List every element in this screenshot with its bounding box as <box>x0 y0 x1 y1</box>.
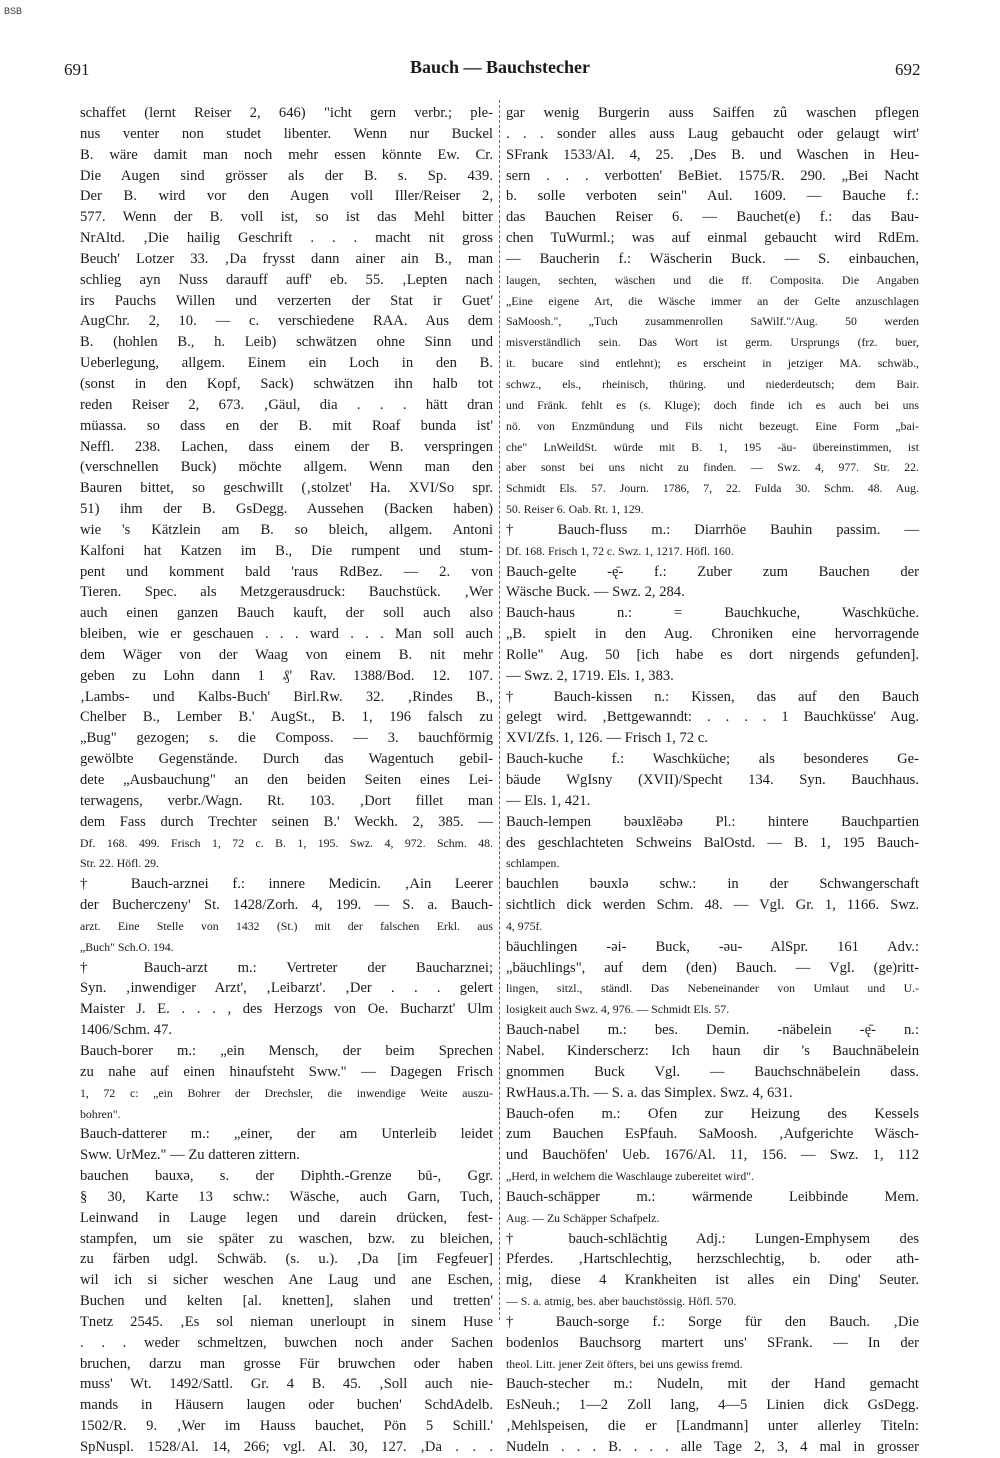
text-line: mands in Häusern laugen oder buchen' SchdAdelb. <box>80 1397 493 1414</box>
text-line: „Buch" Sch.O. 194. <box>80 939 174 954</box>
text-line: Nabel. Kinderscherz: Ich haun dir 's Bauchnäbelein <box>506 1042 919 1059</box>
text-line: bleiben, wie er geschauen . . . ward . . . Man soll auch <box>80 626 493 643</box>
text-line: misverständlich sein. Das Wort ist germ. Ursprungs (frz. buer, <box>506 335 919 350</box>
text-line: aber sonst bei uns nicht zu finden. — Swz. 4, 977. Str. 22. <box>506 460 919 475</box>
text-line: gnommen Buck Vgl. — Bauchschnäbelein dass. <box>506 1063 919 1080</box>
text-line: mig, diese 4 Krankheiten ist alles ein Ding' Seuter. <box>506 1272 919 1289</box>
text-line: § 30, Karte 13 schw.: Wäsche, auch Garn, Tuch, <box>80 1188 493 1205</box>
text-line: † Bauch-arznei f.: innere Medicin. ‚Ain Leerer <box>80 876 493 893</box>
text-line: it. bucare sind entlehnt); es erscheint in jetziger MA. schwäb., <box>506 356 919 371</box>
text-line: Syn. ‚inwendiger Arzt', ‚Leibarzt'. ‚Der . . . gelert <box>80 980 493 997</box>
text-line: ‚Lambs- und Kalbs-Buch' Birl.Rw. 32. ‚Rindes B., <box>80 688 493 705</box>
text-line: chen TuWurml.; was auf einmal gebaucht wird RdEm. <box>506 230 919 247</box>
text-line: „bäuchlings", auf dem (den) Bauch. — Vgl. (ge)ritt- <box>506 959 919 976</box>
text-line: bauchen bauxə, s. der Diphth.-Grenze bū-, Ggr. <box>80 1168 493 1185</box>
text-line: B. (hohlen B., h. Leib) schwätzen ohne Sinn und <box>80 334 493 351</box>
text-line: XVI/Zfs. 1, 126. — Frisch 1, 72 c. <box>506 730 708 747</box>
text-line: Bauch-datterer m.: „einer, der am Unterleib leidet <box>80 1126 493 1143</box>
text-line: Ueberlegung, allgem. Einem ein Loch in den B. <box>80 355 493 372</box>
text-line: dete „Ausbauchung" an den beiden Seiten eines Lei- <box>80 772 493 788</box>
text-line: gar wenig Burgerin auss Saiffen zû waschen pflegen <box>506 105 919 121</box>
left-column <box>80 103 493 1458</box>
text-line: zum Bauchen EsPfauh. SaMoosh. ‚Aufgerichte Wäsch- <box>506 1126 919 1143</box>
text-line: bäude WgIsny (XVII)/Specht 134. Syn. Bauchhaus. <box>506 772 919 788</box>
text-line: Pferdes. ‚Hartschlechtig, herzschlechtig, b. oder ath- <box>506 1251 919 1268</box>
text-line: Bauch-nabel m.: bes. Demin. -näbelein -ę̄- n.: <box>506 1022 919 1039</box>
text-line: theol. Litt. jener Zeit öfters, bei uns gewiss fremd. <box>506 1356 743 1371</box>
text-line: SaMoosh.", „Tuch zusammenrollen SaWilf."/Aug. 50 werden <box>506 314 919 329</box>
text-line: AugChr. 2, 10. — c. verschiedene RAA. Aus dem <box>80 313 493 330</box>
text-line: müassa. so dass en der B. mit Roaf bunda ist' <box>80 417 493 434</box>
text-line: terwagens, verbr./Wagn. Rt. 103. ‚Dort fillet man <box>80 792 493 809</box>
text-line: Maister J. E. . . . , des Herzogs von Oe. Bucharzt' Ulm <box>80 1001 493 1018</box>
text-line: gelegt wird. ‚Bettgewanndt: . . . . 1 Bauchküsse' Aug. <box>506 709 919 726</box>
text-line: „Herd, in welchem die Waschlauge zubereitet wird". <box>506 1169 755 1184</box>
text-line: zu nahe auf einen hinaufsteht Sww." — Dagegen Frisch <box>80 1063 493 1080</box>
text-line: wil ich si sicher weschen Ane Laug und ane Eschen, <box>80 1272 493 1289</box>
text-line: Bauch-ofen m.: Ofen zur Heizung des Kessels <box>506 1105 919 1122</box>
text-line: bohren". <box>80 1106 121 1121</box>
text-line: (verschnellen Buck) möchte allgem. Wenn man den <box>80 459 493 476</box>
text-line: pent und komment bald 'raus RdBez. — 2. von <box>80 563 493 580</box>
text-line: stampfen, um sie später zu waschen, bzw. zu bleichen, <box>80 1230 493 1247</box>
text-line: Bauch-stecher m.: Nudeln, mit der Hand gemacht <box>506 1376 919 1393</box>
text-line: . . . sonder alles auss Laug gebaucht oder gelaugt wirt' <box>506 125 919 142</box>
text-line: bruchen, darzu man grosse Für bruwchen oder haben <box>80 1355 493 1372</box>
text-line: bodenlos Bauchsorg martert uns' SFrank. — In der <box>506 1334 919 1351</box>
text-line: dem Fass durch Trechter seinen B.' Weckh. 2, 385. — <box>80 813 493 830</box>
text-line: B. wäre damit man noch mehr essen könnte Ew. Cr. <box>80 146 493 163</box>
text-line: auch einen ganzen Bauch kauft, der soll auch also <box>80 605 493 622</box>
text-line: „B. spielt in den Aug. Chroniken eine hervorragende <box>506 626 919 643</box>
text-line: Tnetz 2545. ‚Es sol nieman unerloupt in sinem Huse <box>80 1313 493 1330</box>
text-line: Aug. — Zu Schäpper Schafpelz. <box>506 1210 660 1225</box>
text-line: Schmidt Els. 57. Journ. 1786, 7, 22. Fulda 30. Schm. 48. Aug. <box>506 481 919 496</box>
text-line: Bauch-borer m.: „ein Mensch, der beim Sprechen <box>80 1042 493 1059</box>
text-line: 1, 72 c: „ein Bohrer der Drechsler, die inwendige Weite auszu- <box>80 1085 493 1100</box>
text-line: sichtlich dick werden Schm. 48. — Vgl. Gr. 1, 1166. Swz. <box>506 897 919 914</box>
text-line: 1502/R. 9. ‚Wer im Hauss bauchet, Pön 5 Schill.' <box>80 1418 493 1435</box>
text-line: der Bucherczeny' St. 1428/Zorh. 4, 199. — S. a. Bauch- <box>80 897 493 914</box>
text-line: Sww. UrMez." — Zu datteren zittern. <box>80 1147 300 1164</box>
text-line: irs Pauchs Willen und verzerten der Stat ir Guet' <box>80 292 493 309</box>
text-line: b. solle verboten sein" Aul. 1609. — Bauche f.: <box>506 188 919 205</box>
text-line: reden Reiser 2, 673. ‚Gäul, dia . . . hätt dran <box>80 396 493 413</box>
text-line: „Eine eigene Art, die Wäsche immer an der Gelte anzuschlagen <box>506 293 919 308</box>
text-line: † Bauch-arzt m.: Vertreter der Baucharznei; <box>80 959 493 976</box>
text-line: laugen, sechten, wäschen und die ff. Composita. Die Angaben <box>506 272 919 287</box>
text-line: losigkeit auch Swz. 4, 976. — Schmidt Els. 57. <box>506 1002 730 1017</box>
text-line: Nudeln . . . B. . . . alle Tage 2, 3, 4 mal in grosser <box>506 1439 919 1455</box>
text-line: che" LnWeildSt. würde mit B. 1, 195 -äu- übereinstimmen, ist <box>506 439 919 454</box>
text-line: arzt. Eine Stelle von 1432 (St.) mit der falschen Erkl. aus <box>80 918 493 933</box>
page-number-left: 691 <box>64 60 90 79</box>
text-line: † Bauch-kissen n.: Kissen, das auf den Bauch <box>506 688 919 705</box>
text-line: — Swz. 2, 1719. Els. 1, 383. <box>506 667 674 684</box>
text-line: 577. Wenn der B. voll ist, so ist das Mehl bitter <box>80 209 493 226</box>
running-head: Bauch — Bauchstecher <box>410 57 590 77</box>
text-line: schlieg ayn Nuss darauff auff' eb. 55. ‚Lepten nach <box>80 271 493 288</box>
text-line: schlampen. <box>506 856 560 871</box>
text-line: — Baucherin f.: Wäscherin Buck. — S. einbauchen, <box>506 250 919 267</box>
text-line: (sonst in den Kopf, Sack) schwätzen ihn halb tot <box>80 375 493 392</box>
text-line: gewölbte Gegenstände. Durch das Wagentuch gebil- <box>80 751 493 768</box>
text-line: des geschlachteten Schweins BalOstd. — B. 1, 195 Bauch- <box>506 834 919 851</box>
text-line: bauchlen bəuxlə schw.: in der Schwangerschaft <box>506 876 919 893</box>
text-line: † Bauch-sorge f.: Sorge für den Bauch. ‚Die <box>506 1313 919 1330</box>
text-line: Neffl. 238. Lachen, dass einem der B. verspringen <box>80 438 493 455</box>
text-line: RwHaus.a.Th. — S. a. das Simplex. Swz. 4, 631. <box>506 1084 793 1101</box>
text-line: 51) ihm der B. GsDegg. Aussehen (Backen haben) <box>80 501 493 518</box>
text-line: 4, 975f. <box>506 918 543 933</box>
text-line: Die Augen sind grösser als der B. s. Sp. 439. <box>80 167 493 184</box>
text-line: 1406/Schm. 47. <box>80 1022 173 1039</box>
text-line: Bauch-haus n.: = Bauchkuche, Waschküche. <box>506 605 919 622</box>
page-number-right: 692 <box>895 60 921 79</box>
text-line: † Bauch-fluss m.: Diarrhöe Bauhin passim. — <box>506 521 919 538</box>
text-line: — S. a. atmig, bes. aber bauchstössig. Höfl. 570. <box>506 1294 737 1309</box>
text-line: Bauch-lempen bəuxlēəbə Pl.: hintere Bauchpartien <box>506 813 919 830</box>
text-line: sern . . . verbotten' BeBiet. 1575/R. 290. „Bei Nacht <box>506 167 919 184</box>
text-line: † bauch-schlächtig Adj.: Lungen-Emphysem des <box>506 1230 919 1247</box>
text-line: „Bug" gezogen; s. die Composs. — 3. bauchförmig <box>80 730 493 747</box>
text-line: EsNeuh.; 1—2 Zoll lang, 4—5 Linien dick GsDegg. <box>506 1397 919 1414</box>
text-line: Bauch-gelte -ę̄- f.: Zuber zum Bauchen der <box>506 563 919 580</box>
text-line: Tieren. Spec. als Metzgerausdruck: Bauchstück. ‚Wer <box>80 584 493 601</box>
text-line: geben zu Lohn dann 1 ₰' Rav. 1388/Bod. 12. 107. <box>80 667 493 684</box>
text-line: Df. 168. Frisch 1, 72 c. Swz. 1, 1217. Höfl. 160. <box>506 543 734 558</box>
text-line: Leinwand in Lauge legen und darein drücken, fest- <box>80 1209 493 1226</box>
text-line: Der B. wird vor den Augen voll Iller/Reiser 2, <box>80 188 493 205</box>
text-line: Bauch-schäpper m.: wärmende Leibbinde Mem. <box>506 1188 919 1205</box>
text-line: — Els. 1, 421. <box>506 792 591 809</box>
text-line: Beuch' Lotzer 33. ‚Da frysst dann ainer ain B., man <box>80 250 493 267</box>
text-line: und Bauchöfen' Ueb. 1676/Al. 11, 156. — Swz. 1, 112 <box>506 1147 919 1164</box>
text-line: 50. Reiser 6. Oab. Rt. 1, 129. <box>506 502 644 517</box>
text-line: nö. von Enzmündung und Fils nicht bezeugt. Eine Form „bai- <box>506 418 919 433</box>
text-line: schwz., els., rheinisch, thüring. und niederdeutsch; dem Bair. <box>506 376 919 391</box>
text-line: Wäsche Buck. — Swz. 2, 284. <box>506 584 685 601</box>
column-divider <box>499 100 500 1320</box>
library-stamp: BSB <box>4 6 23 16</box>
text-line: NrAltd. ‚Die hailig Geschrift . . . macht nit gross <box>80 230 493 247</box>
text-line: dem Wäger von der Waag von einem B. nit mehr <box>80 646 493 663</box>
text-line: Bauch-kuche f.: Waschküche; als besonderes Ge- <box>506 751 919 768</box>
text-line: Kalfoni hat Katzen im B., Die rumpent und stum- <box>80 542 493 559</box>
text-line: SpNuspl. 1528/Al. 14, 266; vgl. Al. 30, 127. ‚Da . . . <box>80 1439 493 1455</box>
text-line: Str. 22. Höfl. 29. <box>80 856 159 871</box>
text-line: zu färben udgl. Schwäb. (s. u.). ‚Da [im Fegfeuer] <box>80 1251 493 1268</box>
text-line: nus venter non studet libenter. Wenn nur Buckel <box>80 125 493 142</box>
text-line: muss' Wt. 1492/Sattl. Gr. 4 B. 45. ‚Soll auch nie- <box>80 1376 493 1393</box>
text-line: ‚Mehlspeisen, die er [Landmann] unter allerley Titeln: <box>506 1418 919 1435</box>
text-line: bäuchlingen -əi- Buck, -əu- AlSpr. 161 Adv.: <box>506 938 919 955</box>
text-line: . . . weder schmeltzen, buwchen noch ander Sachen <box>80 1334 493 1351</box>
text-line: Df. 168. 499. Frisch 1, 72 c. B. 1, 195. Swz. 4, 972. Schm. 48. <box>80 835 493 850</box>
text-line: Buchen und kelten [al. knetten], slahen und tretten' <box>80 1293 493 1310</box>
text-line: SFrank 1533/Al. 4, 25. ‚Des B. und Waschen in Heu- <box>506 146 919 163</box>
text-line: Rolle" Aug. 50 [ich habe es dort nirgends gefunden]. <box>506 646 919 663</box>
text-line: schaffet (lernt Reiser 2, 646) "icht gern verbr.; ple- <box>80 105 493 121</box>
text-line: lingen, sitzl., ständl. Das Nebeneinander von Umlaut und U.- <box>506 981 919 996</box>
text-line: wie 's Kätzlein am B. so bleich, allgem. Antoni <box>80 521 493 538</box>
text-line: Chelber B., Lember B.' AugSt., B. 1, 196 falsch zu <box>80 709 493 726</box>
right-column <box>506 103 919 1458</box>
text-line: Bauren bittet, so geschwillt (‚stolzet' Ha. XVI/So spr. <box>80 480 493 497</box>
text-line: das Bauchen Reiser 6. — Bauchet(e) f.: das Bau- <box>506 209 919 226</box>
text-line: und Fränk. fehlt es (s. Kluge); doch finde ich es auch bei uns <box>506 397 919 412</box>
